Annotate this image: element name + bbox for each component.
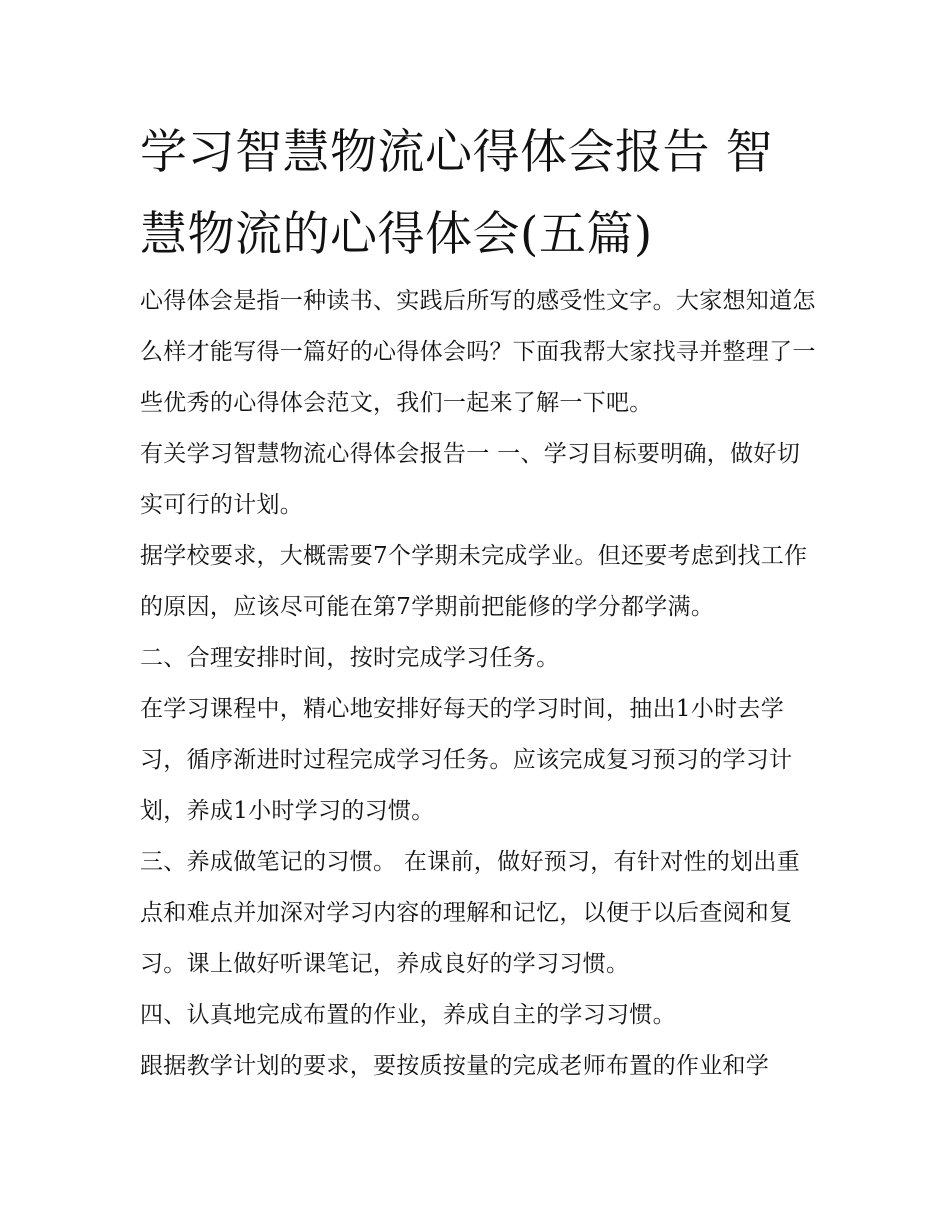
paragraph-section-2: 二、合理安排时间，按时完成学习任务。 [140, 645, 560, 671]
paragraph-section-4: 四、认真地完成布置的作业，养成自主的学习习惯。 [140, 1002, 676, 1028]
paragraph-section-1: 有关学习智慧物流心得体会报告一 一、学习目标要明确，做好切实可行的计划。 [140, 441, 801, 518]
paragraph-intro: 心得体会是指一种读书、实践后所写的感受性文字。大家想知道怎么样才能写得一篇好的心得体会吗？下面我帮大家找寻并整理了一些优秀的心得体会范文，我们一起来了解一下吧。 [140, 288, 816, 416]
document-body [140, 276, 820, 1092]
paragraph-section-1-detail: 据学校要求，大概需要7个学期未完成学业。但还要考虑到找工作的原因，应该尽可能在第7学期前把能修的学分都学满。 [140, 543, 808, 620]
paragraph-section-4-detail: 跟据教学计划的要求，要按质按量的完成老师布置的作业和学 [140, 1053, 770, 1079]
paragraph-section-2-detail: 在学习课程中，精心地安排好每天的学习时间，抽出1小时去学习，循序渐进时过程完成学习任务。应该完成复习预习的学习计划，养成1小时学习的习惯。 [140, 696, 793, 824]
document-title: 学习智慧物流心得体会报告 智慧物流的心得体会(五篇) [140, 125, 773, 262]
paragraph-section-3: 三、养成做笔记的习惯。 在课前，做好预习，有针对性的划出重点和难点并加深对学习内容的理解和记忆，以便于以后查阅和复习。课上做好听课笔记，养成良好的学习习惯。 [140, 849, 801, 977]
